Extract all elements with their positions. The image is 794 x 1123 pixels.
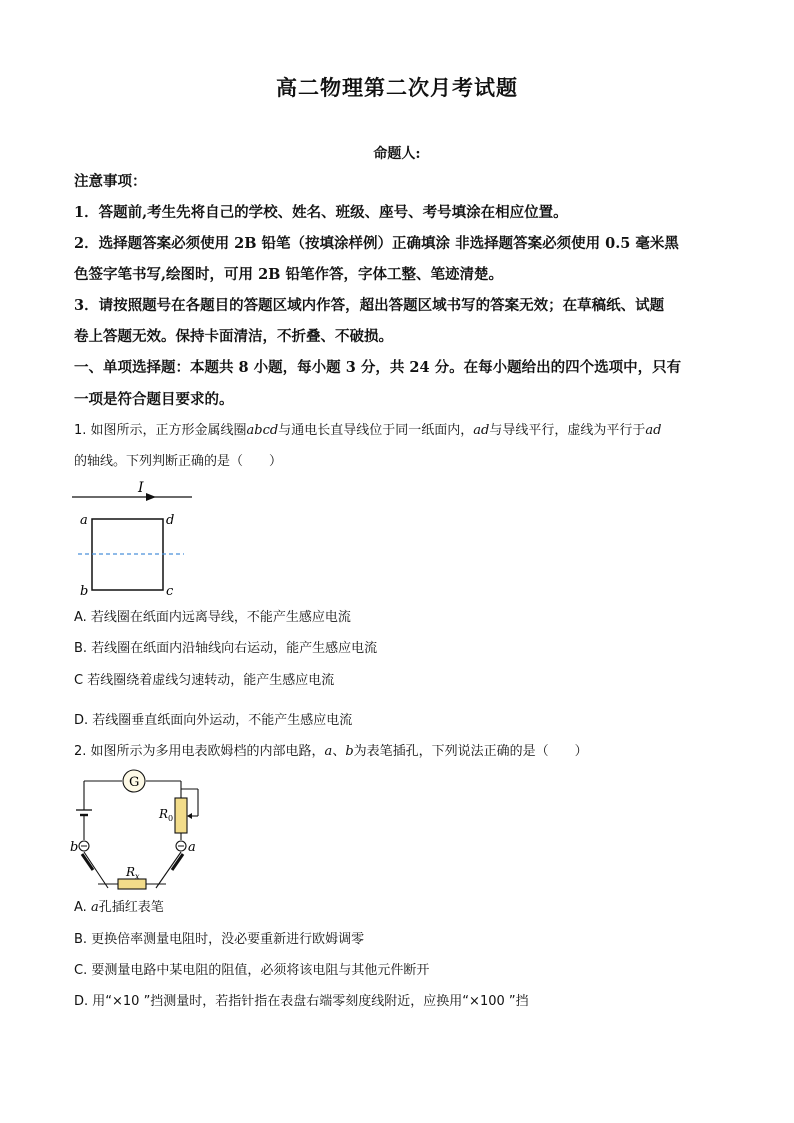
q1-stem-line2: 的轴线。下列判断正确的是（ ） [74,454,283,469]
terminal-a-label: a [188,840,196,855]
q1-option-d: D. 若线圈垂直纸面向外运动，不能产生感应电流 [74,713,353,728]
current-arrow-icon [146,493,156,501]
q1-var-ad-2: ad [645,423,662,438]
q2-option-c: C. 要测量电路中某电阻的阻值，必须将该电阻与其他元件断开 [74,963,430,978]
q2-text-e: 为表笔插孔，下列说法正确的是（ ） [353,744,588,759]
q1-option-a: A. 若线圈在纸面内远离导线，不能产生感应电流 [74,610,351,625]
terminal-b-label: b [70,840,79,855]
r0-label: $R_0$ [159,807,174,823]
q1-figure [70,478,200,600]
corner-d: d [166,513,175,528]
q2-var-a: a [324,744,333,759]
slider-arrow-icon [187,813,192,819]
probe-lead-left [84,852,108,888]
notice-item-2-line1: 2．选择题答案必须使用 2B 铅笔（按填涂样例）正确填涂 非选择题答案必须使用 0.5 毫米黑 [74,235,679,252]
q2-var-b: b [345,744,354,759]
current-label: I [138,480,144,496]
q2-option-d: D. 用“×10 ”挡测量时，若指针指在表盘右端零刻度线附近，应换用“×100 ”挡 [74,994,529,1009]
resistor-rx [118,879,146,889]
corner-b: b [80,584,89,599]
page-title: 高二物理第二次月考试题 [276,75,518,100]
notice-item-2-line2: 色签字笔书写,绘图时，可用 2B 铅笔作答，字体工整、笔迹清楚。 [74,266,503,283]
q1-text-c: 与通电长直导线位于同一纸面内， [278,423,474,438]
q2-option-a-text: 孔插红表笔 [98,900,164,915]
notice-item-3-line1: 3．请按照题号在各题目的答题区域内作答，超出答题区域书写的答案无效；在草稿纸、试题 [74,297,665,314]
corner-c: c [166,584,174,599]
q1-var-ad: ad [473,423,490,438]
q1-text-e: 与导线平行，虚线为平行于 [489,423,646,438]
galvanometer-label: G [129,775,140,790]
probe-lead-right [156,852,181,888]
notice-item-3-line2: 卷上答题无效。保持卡面清洁，不折叠、不破损。 [74,328,393,345]
q2-text-a: 2. 如图所示为多用电表欧姆档的内部电路， [74,744,325,759]
q2-figure [66,766,226,896]
q2-option-a-prefix: A. [74,900,91,915]
section1-heading-line1: 一、单项选择题：本题共 8 小题，每小题 3 分，共 24 分。在每小题给出的四个选项中，只有 [74,359,682,376]
q2-text-c: 、 [332,744,346,759]
rheostat-r0 [175,798,187,833]
q1-stem-line1 [74,421,661,441]
notice-item-1: 1．答题前,考生先将自己的学校、姓名、班级、座号、考号填涂在相应位置。 [74,204,568,221]
q1-option-c: C 若线圈绕着虚线匀速转动，能产生感应电流 [74,673,335,688]
notice-heading: 注意事项： [74,173,147,190]
author-label: 命题人: [373,146,421,162]
q2-option-a [74,898,164,918]
q2-option-b: B. 更换倍率测量电阻时，没必要重新进行欧姆调零 [74,932,365,947]
q2-stem-line1 [74,742,588,762]
rx-label: $R_x$ [126,865,140,881]
q1-var-abcd: abcd [246,423,279,438]
q1-option-b: B. 若线圈在纸面内沿轴线向右运动，能产生感应电流 [74,641,378,656]
corner-a: a [80,513,88,528]
section1-heading-line2: 一项是符合题目要求的。 [74,391,234,408]
q1-text-a: 1. 如图所示，正方形金属线圈 [74,423,247,438]
q2-option-a-var: a [90,900,99,915]
